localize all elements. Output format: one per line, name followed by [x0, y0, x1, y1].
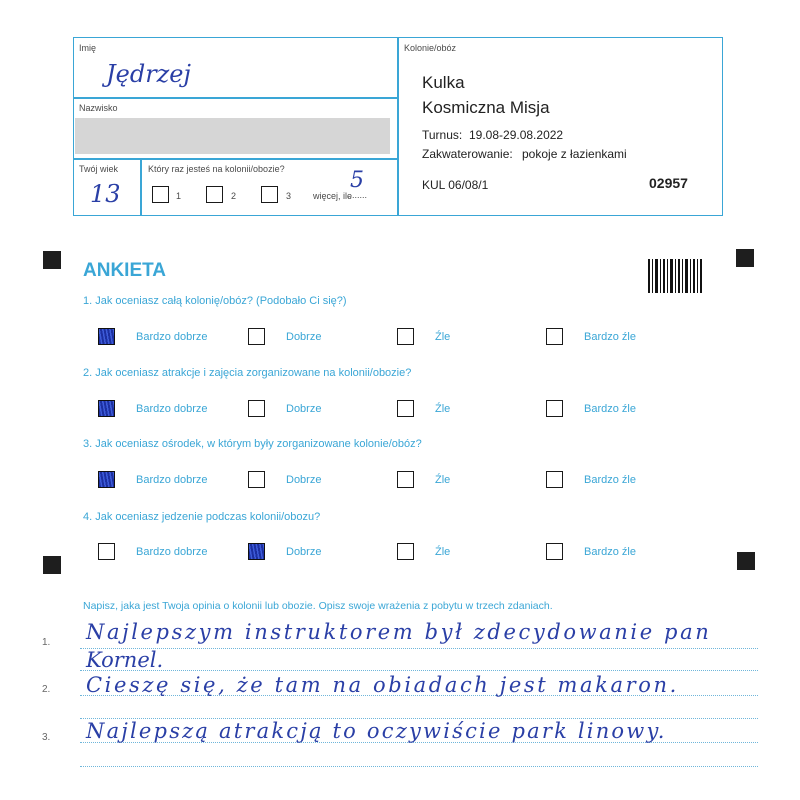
answer-label-q2-opt3: Źle: [435, 403, 451, 415]
accommodation-value: pokoje z łazienkami: [522, 147, 627, 161]
opinion-sentence-1-continued: Kornel.: [86, 648, 164, 672]
writing-line: [80, 766, 758, 767]
age-label: Twój wiek: [79, 164, 119, 174]
answer-label-q2-opt2: Dobrze: [286, 403, 322, 415]
times-checkbox-2[interactable]: [206, 186, 223, 203]
answer-label-q1-opt4: Bardzo źle: [584, 331, 636, 343]
answer-label-q3-opt1: Bardzo dobrze: [136, 474, 208, 486]
writing-line: [80, 648, 758, 649]
camp-program: Kosmiczna Misja: [422, 98, 550, 117]
opinion-sentence-3: Najlepszą atrakcją to oczywiście park linowy.: [86, 719, 667, 743]
answer-checkbox-q2-opt3[interactable]: [397, 400, 414, 417]
divider-surname: [73, 158, 398, 160]
camp-label: Kolonie/obóz: [404, 43, 457, 53]
answer-checkbox-q4-opt4[interactable]: [546, 543, 563, 560]
question-4: 4. Jak oceniasz jedzenie podczas kolonii/obozu?: [83, 511, 321, 523]
times-label: Który raz jesteś na kolonii/obozie?: [148, 164, 285, 174]
registration-marker-bottom-left: [43, 556, 61, 574]
divider-age: [140, 158, 142, 216]
times-checkbox-3[interactable]: [261, 186, 278, 203]
answer-checkbox-q3-opt4[interactable]: [546, 471, 563, 488]
registration-marker-top-left: [43, 251, 61, 269]
line-number-2: 2.: [42, 684, 51, 695]
times-more-value: 5: [350, 168, 364, 193]
answer-label-q3-opt2: Dobrze: [286, 474, 322, 486]
answer-checkbox-q3-opt2[interactable]: [248, 471, 265, 488]
answer-label-q4-opt1: Bardzo dobrze: [136, 546, 208, 558]
question-3: 3. Jak oceniasz ośrodek, w którym były zorganizowane kolonie/obóz?: [83, 438, 422, 450]
writing-line: [80, 670, 758, 671]
answer-label-q1-opt3: Źle: [435, 331, 451, 343]
answer-checkbox-q1-opt1[interactable]: [98, 328, 115, 345]
first-name-label: Imię: [79, 43, 97, 53]
line-number-3: 3.: [42, 732, 51, 743]
answer-checkbox-q4-opt1[interactable]: [98, 543, 115, 560]
answer-label-q2-opt1: Bardzo dobrze: [136, 403, 208, 415]
opinion-sentence-2: Cieszę się, że tam na obiadach jest makaron.: [86, 673, 679, 697]
times-option-1: 1: [176, 191, 182, 201]
times-checkbox-1[interactable]: [152, 186, 169, 203]
line-number-1: 1.: [42, 637, 51, 648]
answer-checkbox-q1-opt2[interactable]: [248, 328, 265, 345]
answer-label-q4-opt3: Źle: [435, 546, 451, 558]
opinion-sentence-1: Najlepszym instruktorem był zdecydowanie pan: [86, 620, 712, 644]
times-option-3: 3: [286, 191, 292, 201]
times-more-dots: ........: [347, 190, 368, 200]
answer-checkbox-q4-opt3[interactable]: [397, 543, 414, 560]
turnus-value: 19.08-29.08.2022: [469, 128, 564, 142]
answer-checkbox-q2-opt1[interactable]: [98, 400, 115, 417]
answer-label-q3-opt3: Źle: [435, 474, 451, 486]
survey-title: ANKIETA: [83, 260, 167, 281]
question-1: 1. Jak oceniasz całą kolonię/obóz? (Podobało Ci się?): [83, 295, 347, 307]
camp-name: Kulka: [422, 73, 465, 92]
answer-checkbox-q2-opt4[interactable]: [546, 400, 563, 417]
divider-name: [73, 97, 398, 99]
answer-checkbox-q3-opt3[interactable]: [397, 471, 414, 488]
answer-label-q1-opt2: Dobrze: [286, 331, 322, 343]
answer-label-q4-opt2: Dobrze: [286, 546, 322, 558]
question-2: 2. Jak oceniasz atrakcje i zajęcia zorganizowane na kolonii/obozie?: [83, 367, 412, 379]
answer-checkbox-q1-opt3[interactable]: [397, 328, 414, 345]
vertical-divider: [397, 37, 399, 216]
turnus-label: Turnus:: [422, 128, 463, 142]
camp-code: KUL 06/08/1: [422, 178, 489, 192]
opinion-prompt: Napisz, jaka jest Twoja opinia o kolonii lub obozie. Opisz swoje wrażenia z pobytu w trzech zdaniach.: [83, 600, 553, 612]
barcode-icon: [648, 259, 702, 293]
registration-marker-bottom-right: [737, 552, 755, 570]
first-name-value: Jędrzej: [106, 60, 191, 88]
answer-label-q1-opt1: Bardzo dobrze: [136, 331, 208, 343]
answer-checkbox-q4-opt2[interactable]: [248, 543, 265, 560]
age-value: 13: [90, 180, 121, 208]
camp-number: 02957: [649, 175, 688, 191]
answer-label-q3-opt4: Bardzo źle: [584, 474, 636, 486]
accommodation-label: Zakwaterowanie:: [422, 147, 513, 161]
surname-label: Nazwisko: [79, 103, 118, 113]
answer-label-q2-opt4: Bardzo źle: [584, 403, 636, 415]
answer-checkbox-q1-opt4[interactable]: [546, 328, 563, 345]
answer-checkbox-q3-opt1[interactable]: [98, 471, 115, 488]
times-option-2: 2: [231, 191, 237, 201]
times-more-label: więcej, ile: [313, 191, 353, 201]
surname-redaction: [75, 118, 390, 154]
answer-label-q4-opt4: Bardzo źle: [584, 546, 636, 558]
answer-checkbox-q2-opt2[interactable]: [248, 400, 265, 417]
registration-marker-top-right: [736, 249, 754, 267]
